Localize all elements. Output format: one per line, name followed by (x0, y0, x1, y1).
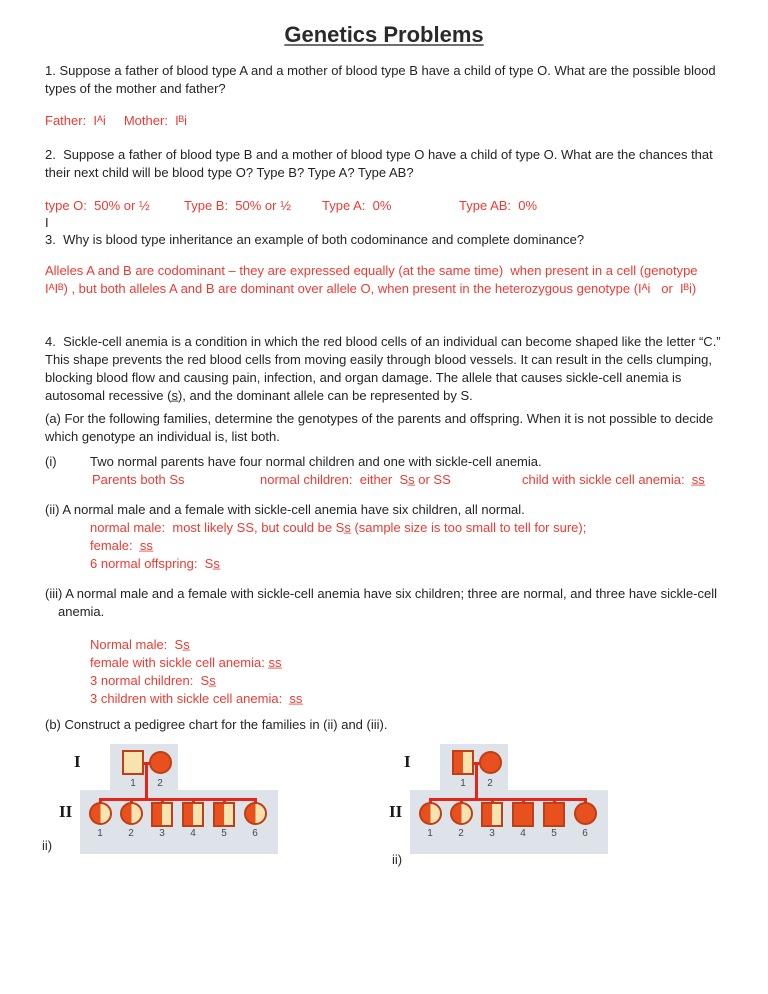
answer-ii-male: normal male: most likely SS, but could be Ss̲ (sample size is too small to tell for sure); (90, 520, 587, 535)
answer-i-parents: Parents both Ss (92, 472, 185, 487)
pedigree-chart-family-ii (40, 744, 290, 869)
pedigree-square-half (151, 802, 173, 827)
generation-label-i: I (74, 752, 81, 771)
question-4a: (a) For the following families, determine the genotypes of the parents and offspring. When it is not possible to decide which genotype an individual is, list both. (45, 411, 717, 444)
answer-i-sickle: child with sickle cell anemia: s̲s̲ (522, 472, 705, 487)
answer-2-type-o: type O: 50% or ½ (45, 198, 150, 213)
pedigree-square-half (182, 802, 204, 827)
answer-4a-iii-block (90, 636, 723, 708)
question-4a-ii: (ii) A normal male and a female with sickle-cell anemia have six children, all normal. (45, 502, 525, 517)
page-title: Genetics Problems (284, 22, 484, 47)
question-4a-i (45, 453, 723, 471)
answer-3: Alleles A and B are codominant – they are expressed equally (at the same time) when present in a cell (genotype IᴬIᴮ) , but both alleles A and B are dominant over allele O, when present in the heterozygous genotype (Iᴬi or Iᴮi) (45, 263, 702, 296)
question-4: 4. Sickle-cell anemia is a condition in which the red blood cells of an individual can become shaped like the letter “C.” This shape prevents the red blood cells from moving easily through blood vessels. It can result in the cells clumping, blocking blood flow and causing pain, infection, and organ damage. The allele that causes sickle-cell anemia is autosomal recessive (s̲), and the dominant allele can be represented by S. (45, 334, 728, 403)
pedigree-circle-half (120, 802, 143, 825)
generation-label-i: I (404, 752, 411, 771)
pedigree-individual-number: 3 (159, 828, 165, 839)
pedigree-circle-half (244, 802, 267, 825)
answer-iii-normal: 3 normal children: Ss̲ (90, 673, 216, 688)
pedigree-square-half (213, 802, 235, 827)
question-4b: (b) Construct a pedigree chart for the families in (ii) and (iii). (45, 717, 388, 732)
generation-label-ii: II (389, 802, 403, 821)
pedigree-individual-number: 3 (489, 828, 495, 839)
answer-2-type-ab: Type AB: 0% (459, 198, 538, 213)
answer-1: Father: Iᴬi Mother: Iᴮi (45, 113, 188, 128)
answer-iii-female: female with sickle cell anemia: s̲s̲ (90, 655, 282, 670)
pedigree-individual-number: 2 (458, 828, 464, 839)
pedigree-individual-number: 6 (582, 828, 588, 839)
pedigree-individual-number: 1 (97, 828, 103, 839)
pedigree-circle-full (479, 751, 502, 774)
pedigree-circle-half (450, 802, 473, 825)
pedigree-circle-full (149, 751, 172, 774)
stray-character: I (45, 215, 49, 230)
pedigree-caption-left: ii) (42, 838, 53, 853)
pedigree-chart-family-iii (370, 744, 620, 869)
pedigree-circle-half (89, 802, 112, 825)
question-1: 1. Suppose a father of blood type A and a mother of blood type B have a child of type O. What are the possible blood types of the mother and father? (45, 63, 720, 96)
answer-iii-male: Normal male: Ss̲ (90, 637, 190, 652)
item-i-text: Two normal parents have four normal children and one with sickle-cell anemia. (90, 454, 542, 469)
pedigree-individual-number: 1 (130, 778, 136, 789)
pedigree-square-half (481, 802, 503, 827)
pedigree-descent-line (475, 762, 478, 801)
question-2: 2. Suppose a father of blood type B and a mother of blood type O have a child of type O. What are the chances that their next child will be blood type O? Type B? Type A? Type AB? (45, 147, 717, 180)
answer-2-row (45, 197, 723, 215)
answer-iii-sickle: 3 children with sickle cell anemia: s̲s̲ (90, 691, 303, 706)
pedigree-sibship-line (430, 798, 587, 801)
pedigree-square-clear (122, 750, 144, 775)
pedigree-circle-full (574, 802, 597, 825)
answer-4a-ii-block (90, 519, 723, 573)
pedigree-area (42, 742, 723, 910)
answer-ii-offspring: 6 normal offspring: Ss̲ (90, 556, 220, 571)
answer-ii-female: female: s̲s̲ (90, 538, 153, 553)
pedigree-individual-number: 2 (128, 828, 134, 839)
pedigree-individual-number: 6 (252, 828, 258, 839)
pedigree-square-half (452, 750, 474, 775)
pedigree-caption-right: ii) (392, 852, 403, 867)
generation-label-ii: II (59, 802, 73, 821)
pedigree-individual-number: 4 (190, 828, 196, 839)
answer-2-type-b: Type B: 50% or ½ (184, 198, 291, 213)
answer-2-type-a: Type A: 0% (322, 198, 392, 213)
pedigree-descent-line (145, 762, 148, 801)
pedigree-individual-number: 2 (157, 778, 163, 789)
pedigree-square-full (512, 802, 534, 827)
pedigree-square-full (543, 802, 565, 827)
answer-i-children: normal children: either Ss̲ or SS (260, 472, 451, 487)
pedigree-circle-half (419, 802, 442, 825)
pedigree-individual-number: 1 (460, 778, 466, 789)
question-3: 3. Why is blood type inheritance an example of both codominance and complete dominance? (45, 232, 585, 247)
pedigree-individual-number: 5 (221, 828, 227, 839)
answer-4a-i-row (45, 471, 723, 489)
pedigree-individual-number: 4 (520, 828, 526, 839)
pedigree-individual-number: 1 (427, 828, 433, 839)
pedigree-individual-number: 2 (487, 778, 493, 789)
pedigree-sibship-line (100, 798, 257, 801)
question-4a-iii: (iii) A normal male and a female with sickle-cell anemia have six children; three are normal, and three have sickle-cell anemia. (45, 586, 721, 619)
pedigree-individual-number: 5 (551, 828, 557, 839)
item-i-label: (i) (45, 454, 57, 469)
